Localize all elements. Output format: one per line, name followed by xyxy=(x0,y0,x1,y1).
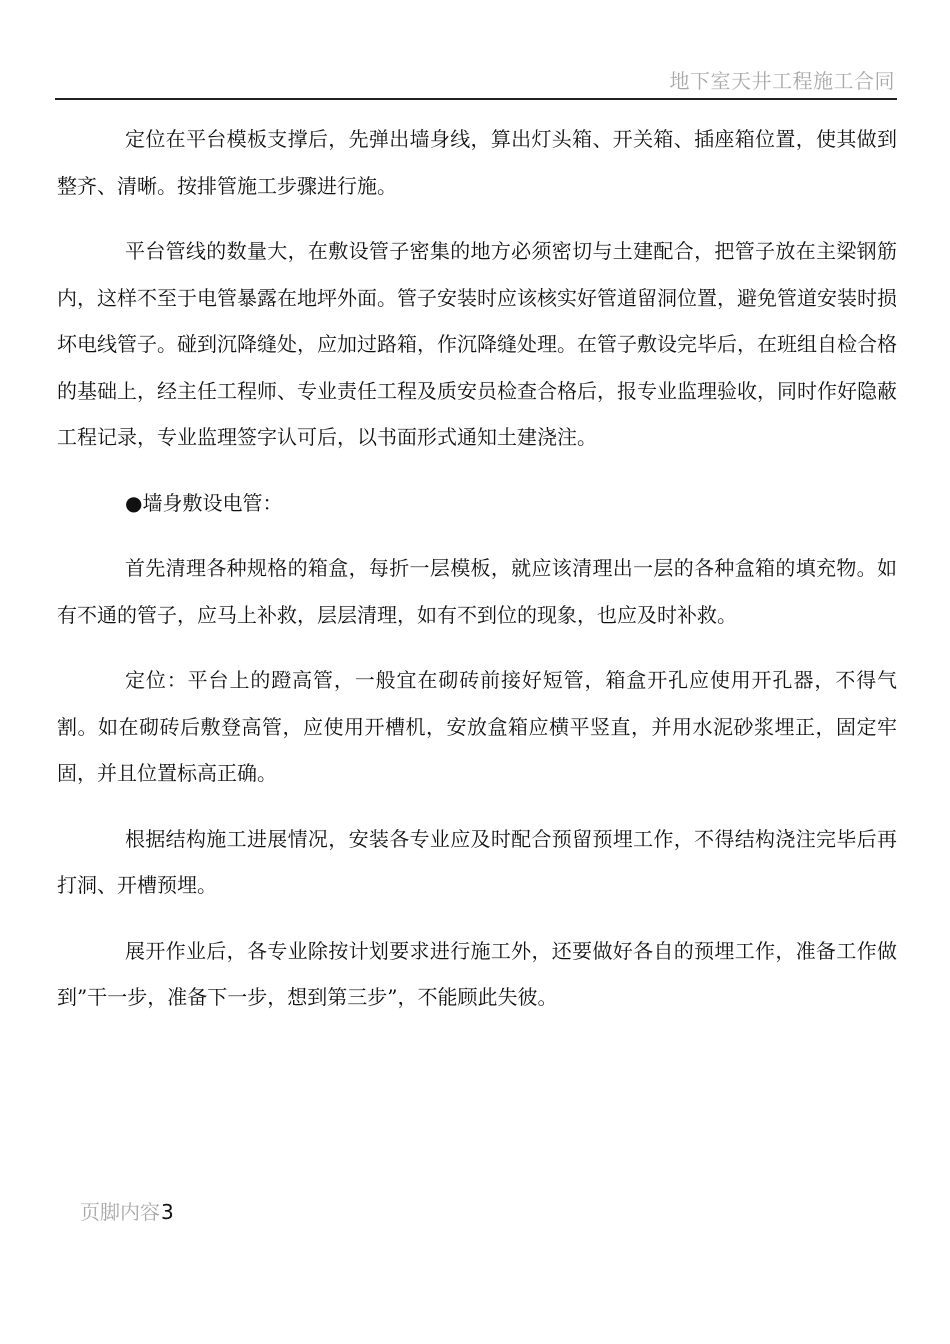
page-number: 3 xyxy=(161,1200,174,1224)
page-header xyxy=(55,66,897,100)
paragraph-positioning: 定位在平台模板支撑后，先弹出墙身线，算出灯头箱、开关箱、插座箱位置，使其做到整齐、清晰。按排管施工步骤进行施。 xyxy=(57,127,897,198)
page-footer xyxy=(80,1198,174,1226)
paragraph-coordination: 根据结构施工进展情况，安装各专业应及时配合预留预埋工作，不得结构浇注完毕后再打洞、开槽预埋。 xyxy=(57,826,897,897)
section-heading-wall-conduit: ●墙身敷设电管： xyxy=(125,490,283,515)
paragraph-work-planning: 展开作业后，各专业除按计划要求进行施工外，还要做好各自的预埋工作，准备工作做到”干一步，准备下一步，想到第三步”，不能顾此失彼。 xyxy=(57,938,897,1009)
footer-label: 页脚内容 xyxy=(80,1200,160,1224)
document-body xyxy=(57,116,897,1040)
header-title: 地下室天井工程施工合同 xyxy=(669,69,895,93)
paragraph-platform-conduits: 平台管线的数量大，在敷设管子密集的地方必须密切与土建配合，把管子放在主梁钢筋内，这样不至于电管暴露在地坪外面。管子安装时应该核实好管道留洞位置，避免管道安装时损坏电线管子。碰到沉降缝处，应加过路箱，作沉降缝处理。在管子敷设完毕后，在班组自检合格的基础上，经主任工程师、专业责任工程及质安员检查合格后，报专业监理验收，同时作好隐蔽工程记录，专业监理签字认可后，以书面形式通知土建浇注。 xyxy=(57,239,897,449)
paragraph-clean-boxes: 首先清理各种规格的箱盒，每折一层模板，就应该清理出一层的各种盒箱的填充物。如有不通的管子，应马上补救，层层清理，如有不到位的现象，也应及时补救。 xyxy=(57,556,897,627)
paragraph-positioning-risers: 定位：平台上的蹬高管，一般宜在砌砖前接好短管，箱盒开孔应使用开孔器，不得气割。如在砌砖后敷登高管，应使用开槽机，安放盒箱应横平竖直，并用水泥砂浆埋正，固定牢固，并且位置标高正确。 xyxy=(57,668,897,785)
